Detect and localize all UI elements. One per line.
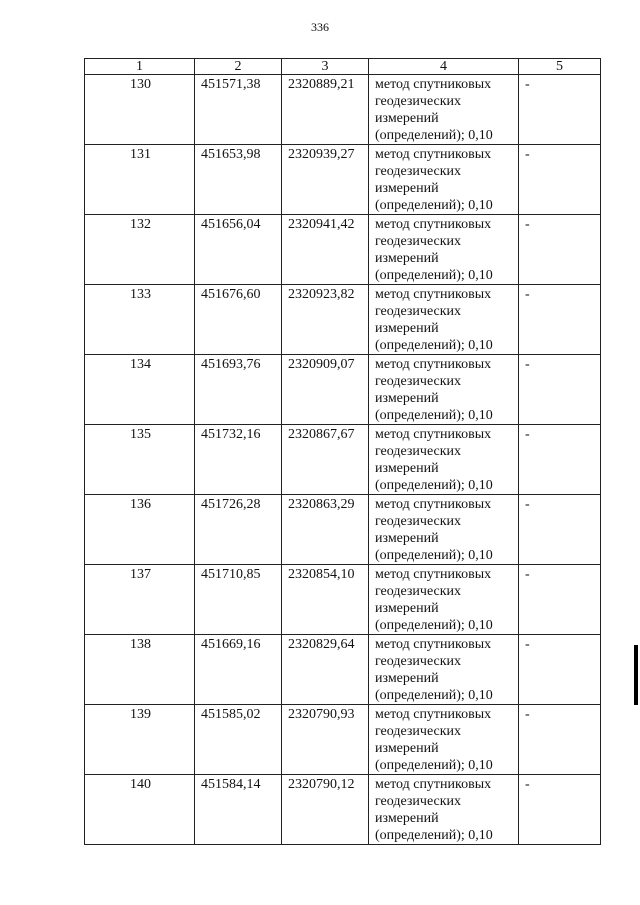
note-cell: - bbox=[519, 215, 601, 285]
note-cell: - bbox=[519, 75, 601, 145]
y-coordinate-cell: 2320790,12 bbox=[282, 775, 369, 845]
point-number-cell: 136 bbox=[85, 495, 195, 565]
method-accuracy-cell: метод спутниковых геодезических измерений (определений); 0,10 bbox=[369, 75, 519, 145]
point-number-cell: 132 bbox=[85, 215, 195, 285]
method-accuracy-cell: метод спутниковых геодезических измерений (определений); 0,10 bbox=[369, 565, 519, 635]
col-header-5: 5 bbox=[519, 59, 601, 75]
method-accuracy-cell: метод спутниковых геодезических измерений (определений); 0,10 bbox=[369, 215, 519, 285]
table-row bbox=[85, 425, 601, 495]
y-coordinate-cell: 2320863,29 bbox=[282, 495, 369, 565]
note-cell: - bbox=[519, 145, 601, 215]
x-coordinate-cell: 451726,28 bbox=[195, 495, 282, 565]
y-coordinate-cell: 2320829,64 bbox=[282, 635, 369, 705]
y-coordinate-cell: 2320889,21 bbox=[282, 75, 369, 145]
point-number-cell: 131 bbox=[85, 145, 195, 215]
col-header-4: 4 bbox=[369, 59, 519, 75]
table-row bbox=[85, 565, 601, 635]
point-number-cell: 133 bbox=[85, 285, 195, 355]
note-cell: - bbox=[519, 705, 601, 775]
note-cell: - bbox=[519, 635, 601, 705]
x-coordinate-cell: 451710,85 bbox=[195, 565, 282, 635]
point-number-cell: 140 bbox=[85, 775, 195, 845]
table-row bbox=[85, 635, 601, 705]
table-row bbox=[85, 285, 601, 355]
y-coordinate-cell: 2320867,67 bbox=[282, 425, 369, 495]
x-coordinate-cell: 451653,98 bbox=[195, 145, 282, 215]
note-cell: - bbox=[519, 425, 601, 495]
x-coordinate-cell: 451585,02 bbox=[195, 705, 282, 775]
note-cell: - bbox=[519, 775, 601, 845]
point-number-cell: 134 bbox=[85, 355, 195, 425]
method-accuracy-cell: метод спутниковых геодезических измерений (определений); 0,10 bbox=[369, 705, 519, 775]
table-row bbox=[85, 75, 601, 145]
note-cell: - bbox=[519, 355, 601, 425]
x-coordinate-cell: 451571,38 bbox=[195, 75, 282, 145]
note-cell: - bbox=[519, 495, 601, 565]
y-coordinate-cell: 2320854,10 bbox=[282, 565, 369, 635]
x-coordinate-cell: 451656,04 bbox=[195, 215, 282, 285]
method-accuracy-cell: метод спутниковых геодезических измерений (определений); 0,10 bbox=[369, 635, 519, 705]
note-cell: - bbox=[519, 565, 601, 635]
y-coordinate-cell: 2320790,93 bbox=[282, 705, 369, 775]
point-number-cell: 139 bbox=[85, 705, 195, 775]
x-coordinate-cell: 451693,76 bbox=[195, 355, 282, 425]
page-number: 336 bbox=[311, 20, 329, 34]
method-accuracy-cell: метод спутниковых геодезических измерений (определений); 0,10 bbox=[369, 355, 519, 425]
col-header-3: 3 bbox=[282, 59, 369, 75]
y-coordinate-cell: 2320939,27 bbox=[282, 145, 369, 215]
method-accuracy-cell: метод спутниковых геодезических измерений (определений); 0,10 bbox=[369, 425, 519, 495]
x-coordinate-cell: 451676,60 bbox=[195, 285, 282, 355]
method-accuracy-cell: метод спутниковых геодезических измерений (определений); 0,10 bbox=[369, 145, 519, 215]
point-number-cell: 137 bbox=[85, 565, 195, 635]
col-header-1: 1 bbox=[85, 59, 195, 75]
scan-edge-mark bbox=[634, 645, 638, 705]
table-row bbox=[85, 705, 601, 775]
table-row bbox=[85, 145, 601, 215]
point-number-cell: 130 bbox=[85, 75, 195, 145]
note-cell: - bbox=[519, 285, 601, 355]
method-accuracy-cell: метод спутниковых геодезических измерений (определений); 0,10 bbox=[369, 285, 519, 355]
y-coordinate-cell: 2320941,42 bbox=[282, 215, 369, 285]
table-row bbox=[85, 355, 601, 425]
point-number-cell: 135 bbox=[85, 425, 195, 495]
x-coordinate-cell: 451669,16 bbox=[195, 635, 282, 705]
point-number-cell: 138 bbox=[85, 635, 195, 705]
method-accuracy-cell: метод спутниковых геодезических измерений (определений); 0,10 bbox=[369, 495, 519, 565]
header-row bbox=[85, 59, 601, 75]
col-header-2: 2 bbox=[195, 59, 282, 75]
method-accuracy-cell: метод спутниковых геодезических измерений (определений); 0,10 bbox=[369, 775, 519, 845]
table-row bbox=[85, 775, 601, 845]
table-row bbox=[85, 215, 601, 285]
x-coordinate-cell: 451584,14 bbox=[195, 775, 282, 845]
table-row bbox=[85, 495, 601, 565]
x-coordinate-cell: 451732,16 bbox=[195, 425, 282, 495]
y-coordinate-cell: 2320909,07 bbox=[282, 355, 369, 425]
y-coordinate-cell: 2320923,82 bbox=[282, 285, 369, 355]
coordinates-table bbox=[84, 58, 601, 845]
